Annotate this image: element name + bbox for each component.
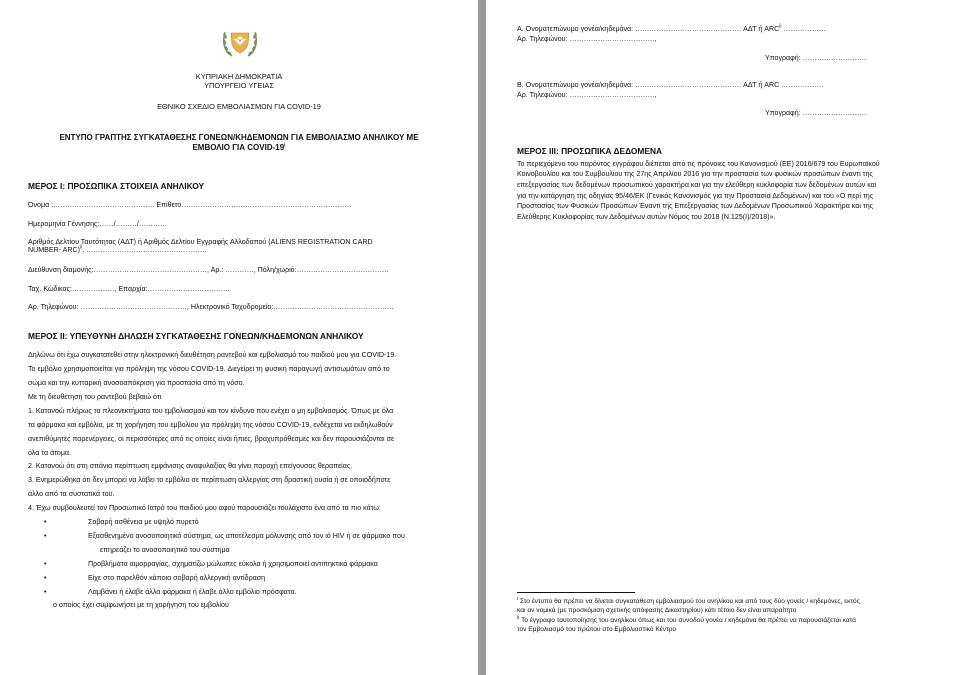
condition-item: Προβλήματα αιμορραγίας, σχηματίζω μώλωπες εύκολα ή χρησιμοποιεί αντιπηκτικά φάρμακα [88,560,378,568]
declaration-line: 2. Κατανοώ ότι στη σπάνια περίπτωση εμφάνισης αναφυλαξίας θα γίνει παροχή επείγουσας θεραπείας. [28,462,353,470]
part3-heading: ΜΕΡΟΣ ΙΙΙ: ΠΡΟΣΩΠΙΚΑ ΔΕΔΟΜΕΝΑ [517,146,663,156]
condition-item: Σοβαρή ασθένεια με υψηλό πυρετό [88,518,199,526]
document-page-1 [0,0,478,675]
bullet-icon: • [44,532,47,540]
footnote-ii-continuation: τον Εμβολιασμό του πρώτου στο Εμβολιαστικό Κέντρο [517,626,677,633]
guardian-b-name-field[interactable]: Β. Ονοματεπώνυμο γονέα/κηδεμόνα: ……………………………………… ΑΔΤ ή ARC ……………… [517,81,824,89]
declaration-line: Με τη διευθέτηση του ραντεβού βεβαιώ ότι [28,393,162,401]
privacy-text-line: επεξεργασίας των δεδομένων προσωπικού χαρακτήρα και για την ελεύθερη κυκλοφορία των δεδομένων αυτών και [517,181,877,189]
declaration-line: ανεπιθύμητες παρενέργειες, οι περισσότερες από τις οποίες είναι ήπιες, βραχυπρόθεσμες και δεν παρουσιάζονται σε [28,435,395,443]
declaration-line: τα φάρμακα και εμβόλια, με τη χορήγηση του εμβολίου για πρόληψη της νόσου COVID-19, ενδέχεται να εκδηλωθούν [28,421,393,429]
bullet-icon: • [44,560,47,568]
declaration-line: 4. Έχω συμβουλευτεί τον Προσωπικό Ιατρό του παιδιού μου αφού παρουσιάζει τουλάχιστο ένα από τα πιο κάτω: [28,504,381,512]
footnote-ref-ii: ii [80,244,83,251]
minor-name-field[interactable]: Όνομα :……………………………………. Επίθετο……………………………………………………………… [28,201,352,209]
form-title-line-1: ΕΝΤΥΠΟ ΓΡΑΠΤΗΣ ΣΥΓΚΑΤΑΘΕΣΗΣ ΓΟΝΕΩΝ/ΚΗΔΕΜΟΝΩΝ ΓΙΑ ΕΜΒΟΛΙΑΣΜΟ ΑΝΗΛΙΚΟΥ ΜΕ [59,133,419,142]
bullet-icon: • [44,518,47,526]
privacy-text-line: για την κατάργηση της οδηγίας 95/46/ΕΚ (Γενικός Κανονισμός για την Προστασία Δεδομένων) και του «Ο περί της [517,192,874,200]
bullet-icon: • [44,574,47,582]
guardian-a-phone-field[interactable]: Αρ. Τηλεφώνου: ………………………………, [517,35,657,43]
declaration-line: όλα τα άτομα. [28,449,72,457]
republic-title: ΚΥΠΡΙΑΚΗ ΔΗΜΟΚΡΑΤΙΑ [195,72,283,81]
footnote-ref-i: i [284,142,286,149]
privacy-text-line: Προστασίας των Φυσικών Προσώπων Έναντι της Επεξεργασίας των Δεδομένων Προσωπικού Χαρακτήρα και της [517,202,874,210]
footnote-i: $^i$ Στο έντυπο θα πρέπει να δίνεται συγκατάθεση εμβολιασμού του ανηλίκου και από τους δύο γονείς / κηδεμόνες, εκτός [517,595,860,605]
form-title-line-2: ΕΜΒΟΛΙΟ ΓΙΑ COVID-19$^i$ [192,142,286,152]
privacy-text-line: Το περιεχόμενο του παρόντος εγγράφου διέπεται από τις πρόνοιες του Κανονισμού (ΕΕ) 2016/679 του Ευρωπαϊκού [517,160,880,168]
declaration-line: Το εμβόλιο χρησιμοποιείται για πρόληψη της νόσου COVID-19. Διεγείρει τη φυσική παραγωγή αντισωμάτων από το [28,365,390,373]
declaration-line: άλλο από τα συστατικά του. [28,490,115,498]
declaration-line: σώμα και την κυτταρική ανοσοαπόκριση για προστασία από τη νόσο. [28,379,245,387]
guardian-b-phone-field[interactable]: Αρ. Τηλεφώνου: ………………………………, [517,91,657,99]
privacy-text-line: Ελεύθερης Κυκλοφορίας των Δεδομένων αυτών Νόμος του 2018 (Ν.125(Ι)/2018)». [517,213,776,221]
condition-item-continuation: επηρεάζει το ανοσοποιητικό του σύστημα [100,546,230,554]
minor-dob-field[interactable]: Ημερομηνία Γέννησης:……/………/………… [28,220,168,228]
cyprus-coat-of-arms-icon [216,26,264,62]
footnote-ref-ii: ii [779,23,782,30]
footnote-i-continuation: και αν νομικά (με προσκόμιση σχετικής απόφασης Δικαστηρίου) κάτι τέτοιο δεν είναι απαραίτητο [517,607,797,614]
declaration-line: 3. Ενημερώθηκα ότι δεν μπορεί να λάβει το εμβόλιο σε περίπτωση αλλεργίας στη δραστική ουσία ή σε οποιοδήποτε [28,476,391,484]
address-field[interactable]: Διεύθυνση διαμονής:…………………………………………, Αρ.: …………, Πόλη/χωριό:………………………………… [28,266,389,274]
document-page-2 [486,0,963,675]
minor-id-label: Αριθμός Δελτίου Ταυτότητας (ΑΔΤ) ή Αριθμός Δελτίου Εγγραφής Αλλοδαπού (ALIENS REGISTRATION CARD [28,238,373,246]
plan-title: ΕΘΝΙΚΟ ΣΧΕΔΙΟ ΕΜΒΟΛΙΑΣΜΩΝ ΓΙΑ COVID-19 [157,102,321,111]
footnote-separator [517,592,635,593]
footnote-ii: $^{ii}$ Το έγγραφο ταυτοποίησης του ανηλίκου όπως και του συνοδού γονέα / κηδεμόνα θα πρέπει να παρουσιάζεται κατά [517,614,856,624]
minor-id-field[interactable]: NUMBER- ARC)$^{ii}$. …………………………………………… [28,244,207,254]
bullet-icon: • [44,588,47,596]
doctor-agreement-line: ο οποίος έχει συμφωνήσει με τη χορήγηση του εμβολίου [53,601,229,609]
declaration-line: 1. Κατανοώ πλήρως τα πλεονεκτήματα του εμβολιασμού και τον κίνδυνο που ενέχει ο μη εμβολιασμός. Όπως με όλα [28,407,394,415]
guardian-a-signature-field[interactable]: Υπογραφή: ……………………… [765,54,867,62]
guardian-a-name-field[interactable]: Α. Ονοματεπώνυμο γονέα/κηδεμόνα: ……………………………………… ΑΔΤ ή ARC$^{ii}$ ……………… [517,23,826,33]
condition-item: Εξασθενημένο ανοσοποιητικό σύστημα, ως αποτέλεσμα μόλυνσης από τον ιό HIV ή σε φάρμακο που [88,532,405,540]
part2-heading: ΜΕΡΟΣ ΙΙ: ΥΠΕΥΘΥΝΗ ΔΗΛΩΣΗ ΣΥΓΚΑΤΑΘΕΣΗΣ ΓΟΝΕΩΝ/ΚΗΔΕΜΟΝΩΝ ΑΝΗΛΙΚΟΥ [28,331,364,341]
ministry-title: ΥΠΟΥΡΓΕΙΟ ΥΓΕΙΑΣ [204,81,274,90]
part1-heading: ΜΕΡΟΣ Ι: ΠΡΟΣΩΠΙΚΑ ΣΤΟΙΧΕΙΑ ΑΝΗΛΙΚΟΥ [28,181,205,191]
privacy-text-line: Κοινοβουλίου και του Συμβουλίου της 27ης Απριλίου 2016 για την προστασία των φυσικών προσώπων έναντι της [517,170,873,178]
condition-item: Είχε στο παρελθόν κάποια σοβαρή αλλεργική αντίδραση [88,574,266,582]
phone-email-field[interactable]: Αρ. Τηλεφώνου: ………………………………………, Ηλεκτρονικό Ταχυδρομείο:…………………………………………… [28,303,394,311]
guardian-b-signature-field[interactable]: Υπογραφή: ……………………… [765,109,867,117]
declaration-line: Δηλώνω ότι έχω συγκατατεθεί στην ηλεκτρονική διευθέτηση ραντεβού και εμβολιασμό του παιδιού μου για COVID-19. [28,351,397,359]
condition-item: Λαμβάνει ή έλαβε άλλα φάρμακα ή έλαβε άλλο εμβόλιο πρόσφατα. [88,588,297,596]
postal-field[interactable]: Ταχ. Κώδικας:………………, Επαρχία:…………………………….. [28,285,230,293]
